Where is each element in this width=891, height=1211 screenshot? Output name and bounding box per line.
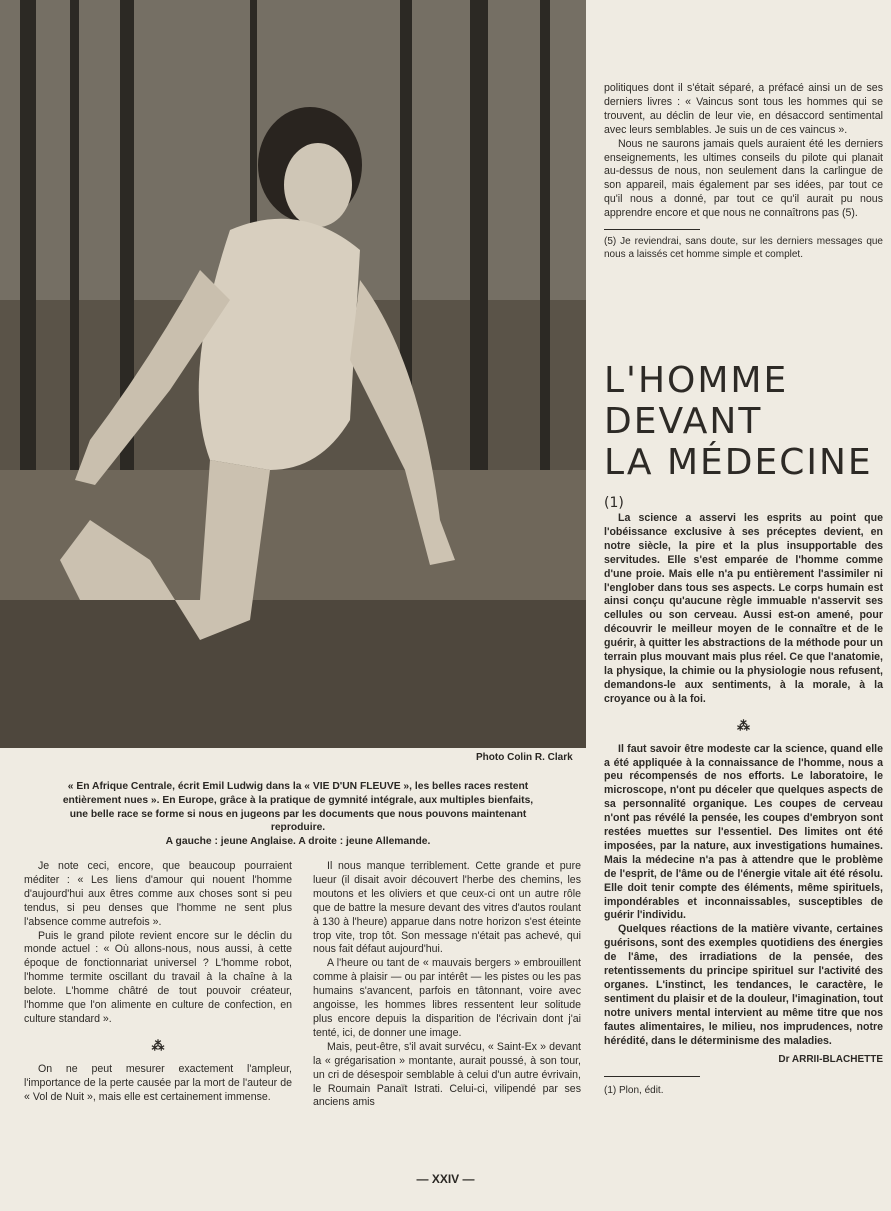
article-body — [604, 512, 883, 1098]
title-line: DEVANT — [604, 401, 763, 442]
page-number: — XXIV — — [416, 1172, 475, 1186]
paragraph: Nous ne saurons jamais quels auraient été les derniers enseignements, les ultimes conseils du pilote qui planait au-dessus de nous, non seulement dans la carlingue de son appareil, mais également par ses idées, par tout ce qu'il nous a donné, par tout ce qu'il aurait pu nous apprendre encore et que nous ne connaîtrons pas (5). — [604, 137, 883, 220]
paragraph: Je note ceci, encore, que beaucoup pourraient méditer : « Les liens d'amour qui nouent l'homme d'aujourd'hui aux êtres comme aux choses sont si peu tendus, si peu denses que l'homme ne sent plus l'absence comme autrefois ». — [24, 860, 292, 928]
paragraph: Il faut savoir être modeste car la science, quand elle a été appliquée à la connaissance de l'homme, nous a peu récompensés de nos efforts. Le laboratoire, le microscope, n'ont pu déceler que quelques aspects de sa personnalité organique. Les coupes de cerveau n'ont pas révélé la pensée, les coupes d'embryon sont restées muettes sur l'essentiel. Des limites ont été imposées, par la nature, aux investigations humaines. Mais la médecine n'a pas à attendre que le problème de l'esprit, de l'âme ou de l'énergie vitale ait été résolu. Elle doit tenir compte des éléments, même spirituels, impondérables et inconnaissables, susceptibles de guérir l'individu. — [604, 742, 883, 922]
caption-text: « En Afrique Centrale, écrit Emil Ludwig dans la « VIE D'UN FLEUVE », les belles races restent entièrement nues ». En Europe, grâce à la pratique de gymnité intégrale, aux multiples bienfaits, une belle race se forme si nous en jugeons par les documents que nous pouvons maintenant reproduire. — [62, 781, 534, 834]
photo-caption — [60, 780, 536, 849]
paragraph: Quelques réactions de la matière vivante, certaines guérisons, sont des exemples quotidiens des énergies de l'âme, des irradiations de la pensée, des retentissements du principe spirituel sur l'activité des organes. L'instinct, les tendances, le caractère, le sentiment du plaisir et de la douleur, l'imagination, tout notre univers mental intervient au même titre que nos fautes alimentaires, le milieu, nos imprudences, notre hérédité, dans le déterminisme des maladies. — [604, 923, 883, 1047]
paragraph: Il nous manque terriblement. Cette grande et pure lueur (il disait avoir découvert l'herbe des chemins, les moutons et les oliviers et que ceux-ci ont un autre rôle que de battre la mesure devant des vitres d'autos roulant à 130 à l'heure) apparue dans notre horizon s'est éteinte trop vite, trop tôt. Son message n'était pas achevé, qui nous fait défaut aujourd'hui. — [313, 860, 581, 956]
author-signature: Dr ARRII-BLACHETTE — [778, 1053, 883, 1065]
paragraph: On ne peut mesurer exactement l'ampleur, l'importance de la perte causée par la mort de l'auteur de « Vol de Nuit », mais elle est certainement immense. — [24, 1062, 292, 1103]
paragraph: Puis le grand pilote revient encore sur le déclin du monde actuel : « Où allons-nous, nous aussi, à cette époque de fonctionnariat universel ? L'homme robot, l'homme termite oscillant du travail à la chaîne à la belote. L'homme châtré de tout pouvoir créateur, l'homme que l'on alimente en culture de confection, en culture standard ». — [24, 929, 292, 1025]
photo-credit: Photo Colin R. Clark — [476, 752, 573, 763]
paragraph: politiques dont il s'était séparé, a préfacé ainsi un de ses derniers livres : « Vaincus sont tous les hommes qui se trouvent, au déclin de leur vie, en désaccord sentimental avec leurs semblables. Je suis un de ces vaincus ». — [604, 82, 883, 136]
section-break: ⁂ — [151, 1037, 165, 1053]
footnote-rule — [604, 229, 700, 230]
title-note: (1) — [604, 495, 624, 511]
forest-figure-illustration — [0, 0, 586, 748]
footnote: (5) Je reviendrai, sans doute, sur les derniers messages que nous a laissés cet homme simple et complet. — [604, 236, 883, 260]
section-break: ⁂ — [737, 717, 750, 733]
title-line: L'HOMME — [604, 360, 789, 401]
title-line: LA MÉDECINE — [604, 442, 873, 483]
column-left — [24, 860, 292, 1105]
right-column-continuation — [604, 82, 883, 262]
paragraph: La science a asservi les esprits au point que l'obéissance exclusive à ses préceptes devient, en notre siècle, la pire et la plus insupportable des servitudes. Elle s'est emparée de l'homme comme d'une proie. Mais elle n'a pu entièrement l'assimiler ni l'englober dans tous ses aspects. Le corps humain est ainsi conçu qu'aucune règle immuable n'asservit ses cellules ou son cerveau. Aussi est-on amené, pour découvrir le meilleur moyen de le connaître et de le guérir, à quitter les abstractions de la méthode pour un terrain plus mouvant mais plus réel. Ce que l'anatomie, la physique, la chimie ou la physiologie nous refusent, demandons-le aux sentiments, à la morale, à la croyance ou à la foi. — [604, 512, 883, 705]
paragraph: Mais, peut-être, s'il avait survécu, « Saint-Ex » devant la « grégarisation » montante, aurait poussé, à son tour, un cri de désespoir semblable à celui d'un autre évrivain, le Roumain Panaït Istrati. Celui-ci, vilipendé par ses anciens amis — [313, 1040, 581, 1109]
caption-sides: A gauche : jeune Anglaise. A droite : jeune Allemande. — [165, 836, 431, 848]
article-title — [604, 360, 884, 534]
column-middle — [313, 860, 581, 1110]
footnote: (1) Plon, édit. — [604, 1085, 664, 1097]
nude-photograph — [0, 0, 586, 748]
paragraph: A l'heure ou tant de « mauvais bergers » embrouillent comme à plaisir — ou par intérêt — les pistes ou les pas humains s'avancent, parfois en tâtonnant, voire avec angoisse, les hommes libres ressentent leur solitude plus encore depuis la disparition de l'écrivain dont j'ai tenté, ici, de donner une image. — [313, 957, 581, 1039]
footnote-rule — [604, 1076, 700, 1077]
